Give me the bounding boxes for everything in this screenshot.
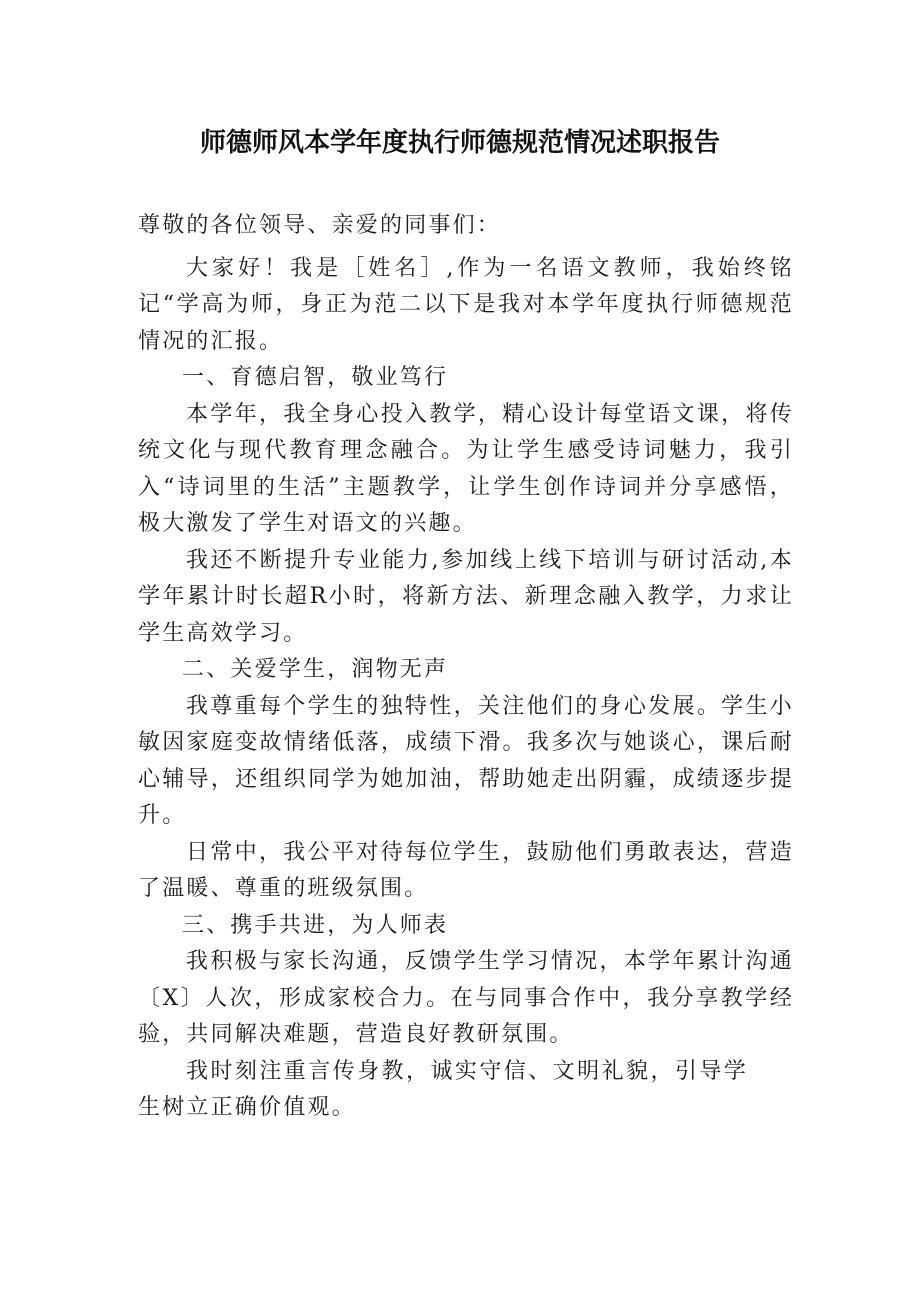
section-2-heading: 二、关爱学生，润物无声 bbox=[182, 657, 449, 682]
document-body bbox=[138, 208, 794, 1127]
section-1-paragraph-1: 本学年，我全身心投入教学，精心设计每堂语文课，将传统文化与现代教育理念融合。为让学生感受诗词魅力，我引入“诗词里的生活”主题教学，让学生创作诗词并分享感悟，极大激发了学生对语文的兴趣。 bbox=[138, 401, 794, 536]
section-1-paragraph-2: 我还不断提升专业能力,参加线上线下培训与研讨活动,本学年累计时长超R小时，将新方法、新理念融入教学，力求让学生高效学习。 bbox=[138, 547, 794, 646]
section-3-paragraph-1: 我积极与家长沟通，反馈学生学习情况，本学年累计沟通〔X〕人次，形成家校合力。在与同事合作中，我分享教学经验，共同解决难题，营造良好教研氛围。 bbox=[138, 949, 794, 1047]
section-2-paragraph-2: 日常中，我公平对待每位学生，鼓励他们勇敢表达，营造了温暖、尊重的班级氛围。 bbox=[138, 839, 794, 901]
section-3-heading: 三、携手共进，为人师表 bbox=[182, 912, 449, 938]
section-1-heading: 一、育德启智，敬业笃行 bbox=[182, 365, 449, 390]
salutation: 尊敬的各位领导、亲爱的同事们： bbox=[138, 213, 502, 238]
section-3-paragraph-2: 我时刻注重言传身教，诚实守信、文明礼貌，引导学生树立正确价值观。 bbox=[138, 1058, 748, 1120]
section-2-paragraph-1: 我尊重每个学生的独特性，关注他们的身心发展。学生小敏因家庭变故情绪低落，成绩下滑。我多次与她谈心，课后耐心辅导，还组织同学为她加油，帮助她走出阴霾，成绩逐步提升。 bbox=[138, 693, 794, 828]
document-title: 师德师风本学年度执行师德规范情况述职报告 bbox=[199, 128, 720, 158]
intro-paragraph: 大家好！我是［姓名］,作为一名语文教师，我始终铭记“学高为师，身正为范二以下是我对本学年度执行师德规范情况的汇报。 bbox=[138, 255, 794, 354]
